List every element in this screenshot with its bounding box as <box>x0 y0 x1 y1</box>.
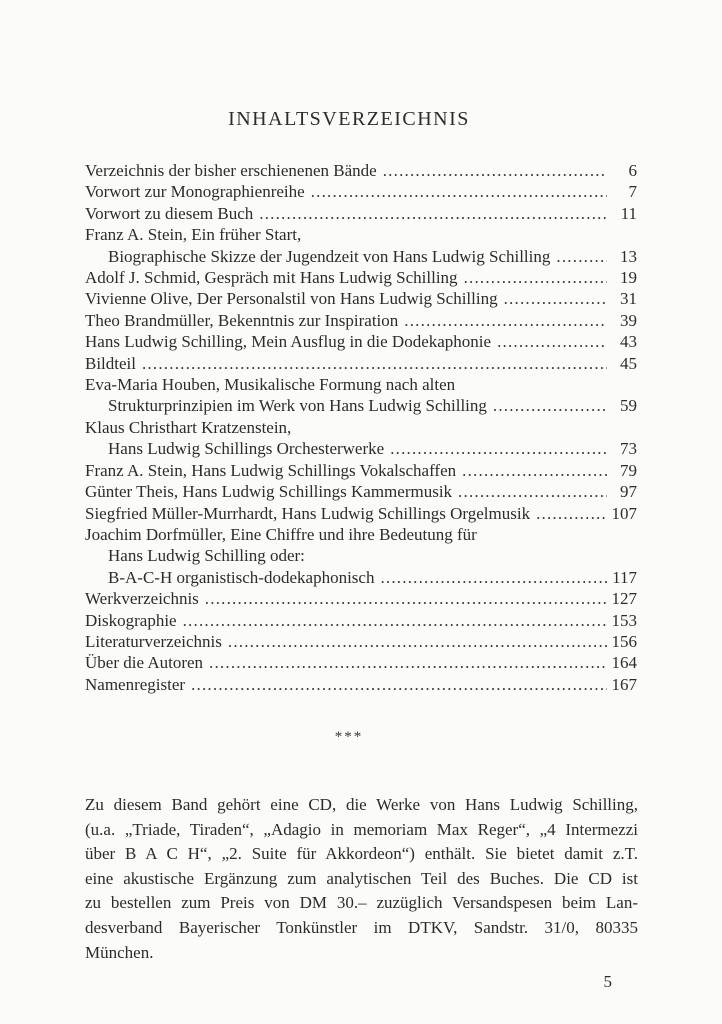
toc-entry <box>85 652 637 673</box>
toc-entry <box>85 353 637 374</box>
dot-leader <box>504 288 607 309</box>
dot-leader <box>142 353 607 374</box>
toc-entry-page: 6 <box>628 161 637 180</box>
cd-note-line: zu bestellen zum Preis von DM 30.– zuzüglich Versandspesen beim Lan- <box>85 893 638 913</box>
table-of-contents <box>85 160 637 695</box>
page-number: 5 <box>603 972 612 991</box>
toc-entry-page: 153 <box>611 610 637 630</box>
toc-entry-page: 11 <box>620 203 637 223</box>
toc-entry <box>85 288 637 309</box>
toc-entry <box>85 503 637 524</box>
page-title: INHALTSVERZEICHNIS <box>228 108 470 130</box>
toc-entry-page: 164 <box>611 653 637 673</box>
toc-entry <box>85 203 637 224</box>
toc-entry <box>85 224 637 245</box>
dot-leader <box>183 610 607 631</box>
dot-leader <box>536 503 607 524</box>
toc-entry <box>85 460 637 481</box>
toc-entry-text: Franz A. Stein, Ein früher Start, <box>85 225 302 245</box>
toc-entry <box>85 610 637 631</box>
toc-entry-page: 167 <box>611 674 637 694</box>
toc-entry-text: Hans Ludwig Schilling, Mein Ausflug in die Dodekaphonie <box>85 332 492 352</box>
toc-entry-text: Eva-Maria Houben, Musikalische Formung nach alten <box>85 375 456 395</box>
toc-entry <box>85 160 637 181</box>
toc-entry <box>85 674 637 695</box>
section-separator: *** <box>334 729 364 745</box>
toc-entry-text: Adolf J. Schmid, Gespräch mit Hans Ludwig Schilling <box>85 268 458 288</box>
toc-entry <box>85 267 637 288</box>
toc-entry <box>85 481 637 502</box>
toc-entry-text: Bildteil <box>85 353 136 373</box>
dot-leader <box>259 203 607 224</box>
toc-entry-text: Vivienne Olive, Der Personalstil von Hans Ludwig Schilling <box>85 289 498 309</box>
toc-entry-text: Über die Autoren <box>85 653 204 673</box>
toc-entry-page: 45 <box>620 353 637 373</box>
dot-leader <box>497 331 607 352</box>
dot-leader <box>556 246 607 267</box>
toc-entry-text: B-A-C-H organistisch-dodekaphonisch <box>108 567 375 587</box>
toc-entry-page: 43 <box>620 332 637 352</box>
toc-entry-page: 117 <box>612 567 637 587</box>
toc-entry <box>85 331 637 352</box>
toc-entry-page: 107 <box>611 503 637 523</box>
dot-leader <box>311 181 607 202</box>
toc-entry-text: Klaus Christhart Kratzenstein, <box>85 417 292 437</box>
dot-leader <box>464 267 607 288</box>
toc-entry-text: Werkverzeichnis <box>85 589 199 609</box>
toc-entry <box>85 246 637 267</box>
toc-entry-text: Theo Brandmüller, Bekenntnis zur Inspiration <box>85 310 399 330</box>
dot-leader <box>404 310 607 331</box>
toc-entry-text: Literaturverzeichnis <box>85 631 222 651</box>
dot-leader <box>383 160 607 181</box>
dot-leader <box>458 481 607 502</box>
cd-note-line: eine akustische Ergänzung zum analytischen Teil des Buches. Die CD ist <box>85 868 638 888</box>
toc-entry-text: Hans Ludwig Schillings Orchesterwerke <box>108 439 385 459</box>
toc-entry-page: 19 <box>620 268 637 288</box>
toc-entry-page: 79 <box>620 460 637 480</box>
dot-leader <box>462 460 607 481</box>
cd-note-line: desverband Bayerischer Tonkünstler im DTKV, Sandstr. 31/0, 80335 <box>85 917 638 937</box>
toc-entry-text: Strukturprinzipien im Werk von Hans Ludwig Schilling <box>108 396 487 416</box>
toc-entry-text: Siegfried Müller-Murrhardt, Hans Ludwig Schillings Orgelmusik <box>85 503 531 523</box>
toc-entry-page: 97 <box>620 482 637 502</box>
toc-entry-page: 13 <box>620 246 637 266</box>
toc-entry <box>85 524 637 545</box>
dot-leader <box>205 588 607 609</box>
toc-entry <box>85 567 637 588</box>
toc-entry <box>85 395 637 416</box>
toc-entry-page: 73 <box>620 439 637 459</box>
toc-entry-page: 39 <box>620 310 637 330</box>
toc-entry-page: 59 <box>620 396 637 416</box>
dot-leader <box>493 395 607 416</box>
toc-entry <box>85 631 637 652</box>
toc-entry <box>85 374 637 395</box>
toc-entry <box>85 545 637 566</box>
toc-entry-text: Namenregister <box>85 674 186 694</box>
toc-entry <box>85 417 637 438</box>
toc-entry-page: 156 <box>611 631 637 651</box>
cd-note-paragraph <box>85 793 638 965</box>
toc-entry-text: Diskographie <box>85 610 177 630</box>
toc-entry <box>85 310 637 331</box>
dot-leader <box>191 674 607 695</box>
toc-entry-text: Vorwort zu diesem Buch <box>85 203 254 223</box>
toc-entry <box>85 181 637 202</box>
toc-entry-text: Hans Ludwig Schilling oder: <box>108 546 305 566</box>
toc-entry-text: Joachim Dorfmüller, Eine Chiffre und ihre Bedeutung für <box>85 524 477 544</box>
toc-entry-text: Vorwort zur Monographienreihe <box>85 182 305 202</box>
dot-leader <box>390 438 607 459</box>
toc-entry <box>85 588 637 609</box>
toc-entry-page: 127 <box>611 589 637 609</box>
dot-leader <box>228 631 607 652</box>
dot-leader <box>380 567 607 588</box>
cd-note-line: (u.a. „Triade, Tiraden“, „Adagio in memoriam Max Reger“, „4 Intermezzi <box>85 819 638 839</box>
toc-entry-text: Biographische Skizze der Jugendzeit von Hans Ludwig Schilling <box>108 246 551 266</box>
toc-entry-text: Franz A. Stein, Hans Ludwig Schillings Vokalschaffen <box>85 460 457 480</box>
cd-note-line: München. <box>85 942 154 962</box>
cd-note-line: über B A C H“, „2. Suite für Akkordeon“) enthält. Sie bietet damit z.T. <box>85 844 638 864</box>
toc-entry-text: Günter Theis, Hans Ludwig Schillings Kammermusik <box>85 482 453 502</box>
toc-entry <box>85 438 637 459</box>
toc-entry-page: 7 <box>628 182 637 202</box>
toc-entry-text: Verzeichnis der bisher erschienenen Bände <box>85 161 377 180</box>
cd-note-line: Zu diesem Band gehört eine CD, die Werke von Hans Ludwig Schilling, <box>85 795 638 814</box>
toc-entry-page: 31 <box>620 289 637 309</box>
dot-leader <box>209 652 607 673</box>
